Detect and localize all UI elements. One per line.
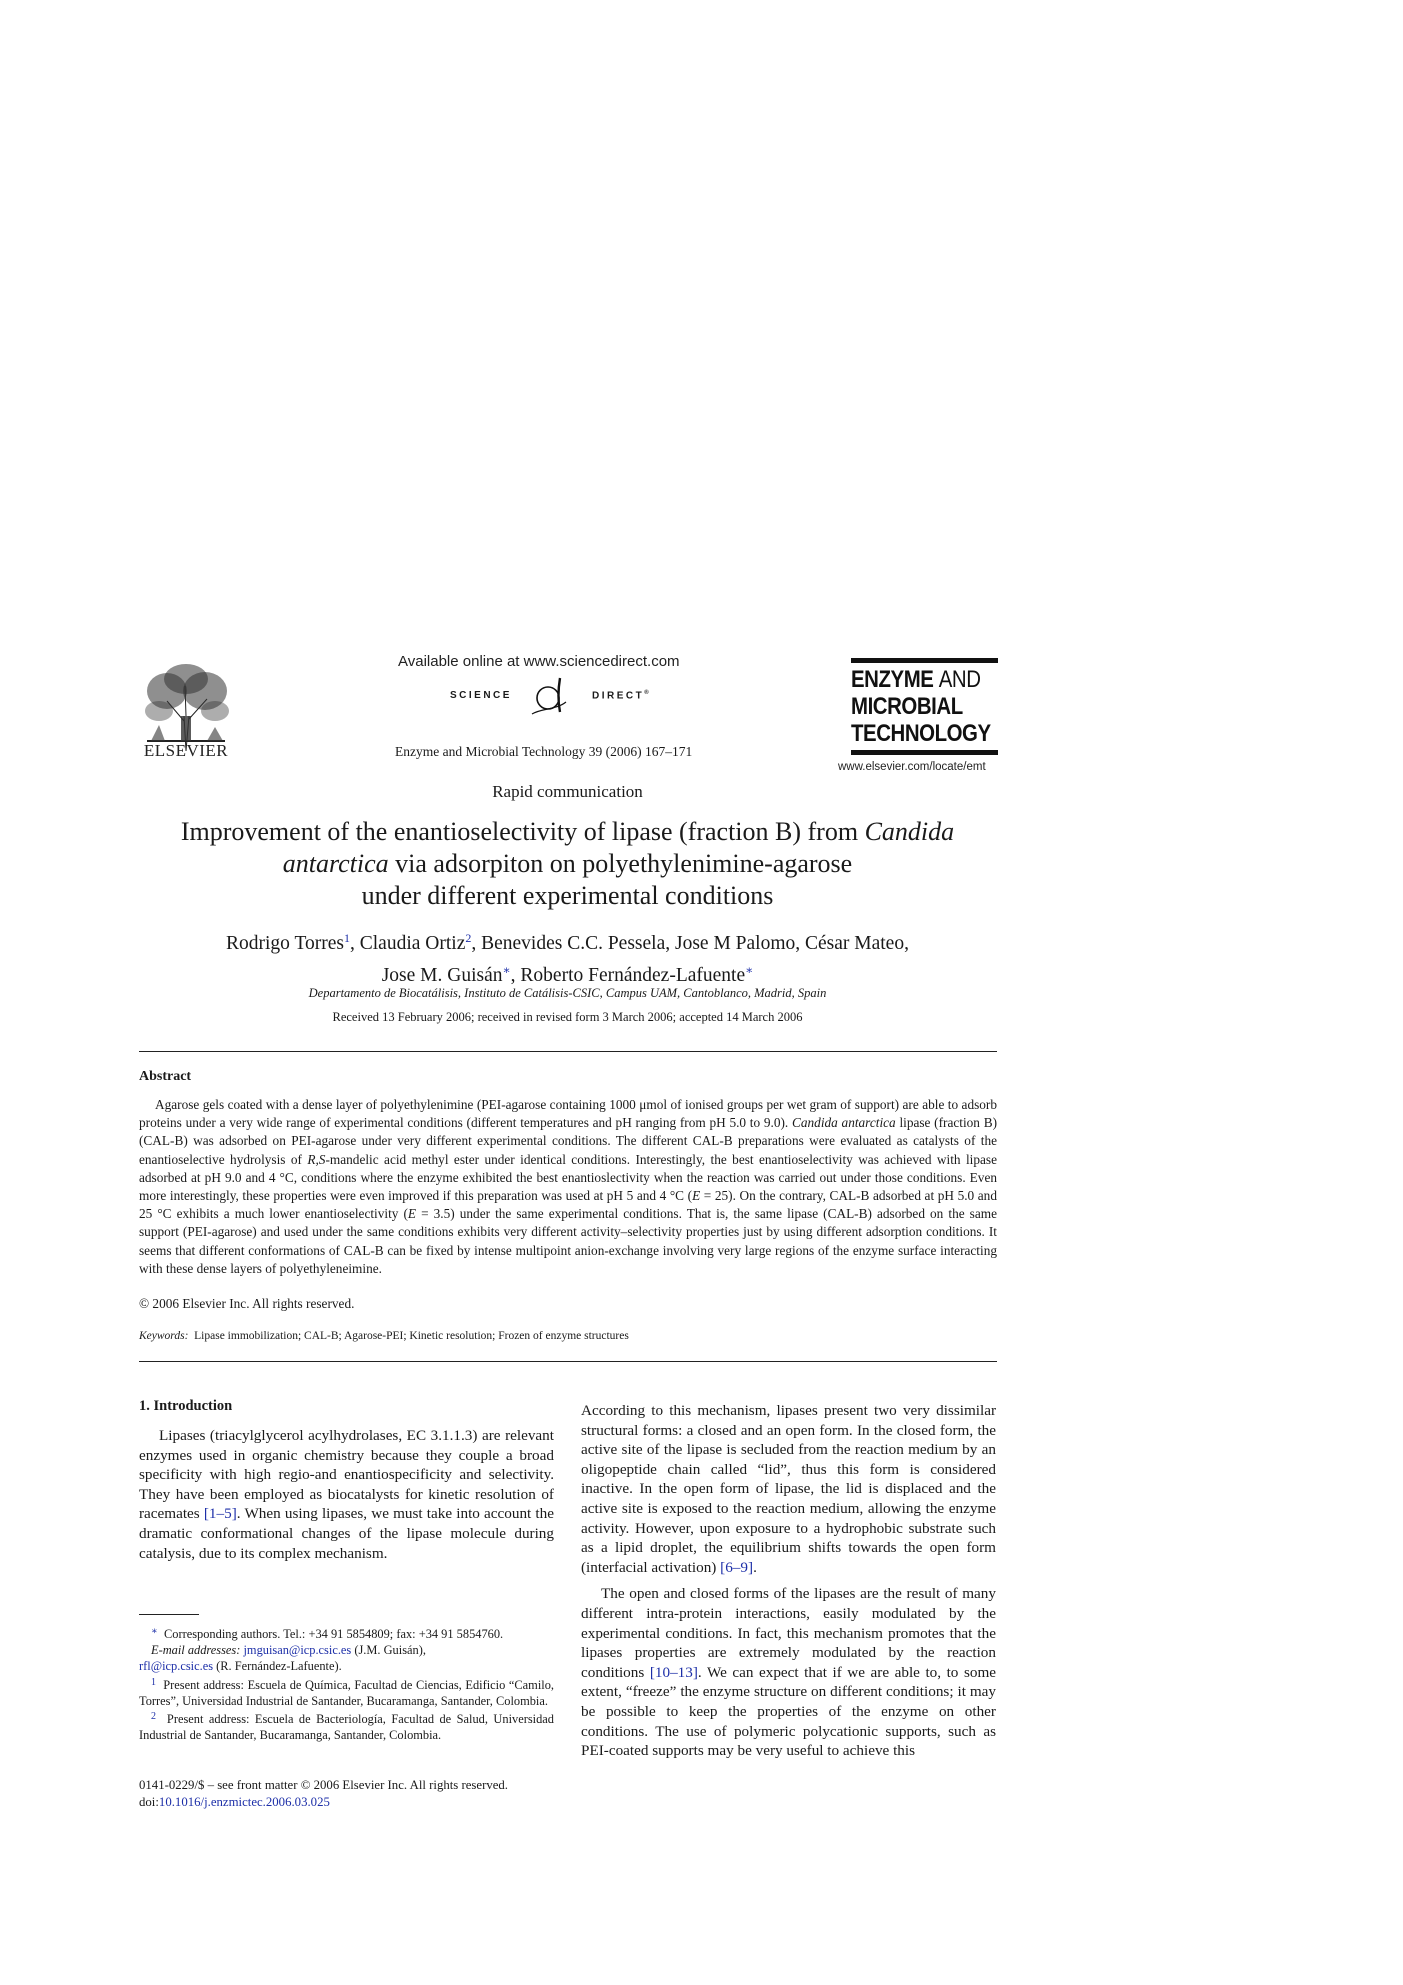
abstract-copyright: © 2006 Elsevier Inc. All rights reserved. (139, 1296, 355, 1311)
doi-line: doi:10.1016/j.enzmictec.2006.03.025 (139, 1795, 330, 1809)
keywords-label: Keywords: (139, 1330, 189, 1342)
available-online-text: Available online at www.sciencedirect.com (398, 653, 680, 670)
footnote-divider (139, 1614, 199, 1615)
corresponding-author-link[interactable]: ∗ (502, 963, 511, 977)
section-heading: 1. Introduction (139, 1398, 233, 1414)
reference-link[interactable]: [6–9] (720, 1558, 754, 1576)
email-link[interactable]: rfl@icp.csic.es (139, 1659, 214, 1674)
footnote: ∗ Corresponding authors. Tel.: +34 91 5854809; fax: +34 91 5854760. (151, 1626, 504, 1641)
right-column (581, 1401, 996, 1761)
received-dates: Received 13 February 2006; received in revised form 3 March 2006; accepted 14 March 2006 (332, 1010, 803, 1024)
reference-link[interactable]: [10–13] (649, 1663, 698, 1681)
author-name: Jose M. Guisán (381, 965, 503, 986)
footnote-link[interactable]: 1 (344, 931, 350, 945)
footnote: $^1$ Present address: Escuela de Química, Facultad de Ciencias, Edificio “Camilo, Torres”, Universidad Industrial de Santander, Bucaramanga, Santander, Colombia. (139, 1676, 554, 1708)
article-type: Rapid communication (492, 782, 643, 801)
journal-url: www.elsevier.com/locate/emt (838, 761, 986, 773)
keywords: Keywords: Lipase immobilization; CAL-B; Agarose-PEI; Kinetic resolution; Frozen of enzyme structures (139, 1330, 629, 1342)
reference-link[interactable]: [1–5] (203, 1505, 237, 1523)
footnote: rfl@icp.csic.es (R. Fernández-Lafuente). (139, 1659, 342, 1674)
left-column (139, 1426, 554, 1563)
divider (139, 1361, 997, 1362)
sciencedirect-right-word: DIRECT® (592, 690, 652, 702)
paragraph: According to this mechanism, lipases present two very dissimilar structural forms: a closed and an open form. In the closed form, the active site of the lipase is secluded from the reaction medium by an oligopeptide chain called “lid”, thus this form is considered inactive. In the open form of lipase, the lid is displaced and the active site is exposed to the reaction medium, allowing the enzyme activity. However, upon exposure to a hydrophobic substrate such as a lipid droplet, the equilibrium shifts towards the open form (interfacial activation) [6–9]. (581, 1402, 996, 1576)
abstract-heading: Abstract (139, 1069, 192, 1084)
footnote-link[interactable]: 2 (465, 931, 472, 945)
footnote: $^2$ Present address: Escuela de Bacteriología, Facultad de Salud, Universidad Industrial de Santander, Bucaramanga, Santander, Colombia. (139, 1711, 554, 1743)
affiliation: Departamento de Biocatálisis, Instituto de Catálisis-CSIC, Campus UAM, Cantoblanco, Madrid, Spain (308, 986, 827, 1000)
article-title: Improvement of the enantioselectivity of lipase (fraction B) from Candida antarctica via adsorpiton on polyethylenimine-agarose under different experimental conditions (180, 817, 955, 910)
footnote: E-mail addresses: jmguisan@icp.csic.es (J.M. Guisán), (151, 1643, 426, 1658)
divider (139, 1051, 997, 1052)
doi-link[interactable]: 10.1016/j.enzmictec.2006.03.025 (158, 1795, 330, 1809)
sciencedirect-d-icon (530, 676, 568, 716)
front-matter (139, 1777, 508, 1811)
author-name: Claudia Ortiz (359, 933, 466, 954)
paragraph: Lipases (triacylglycerol acylhydrolases, EC 3.1.1.3) are relevant enzymes used in organic chemistry because they couple a broad specificity with high regio-and enantiospecificity and selectivity. They have been employed as biocatalysts for kinetic resolution of racemates [1–5]. When using lipases, we must take into account the dramatic conformational changes of the lipase molecule during catalysis, due to its complex mechanism. (139, 1427, 554, 1562)
issn-line: 0141-0229/$ – see front matter © 2006 Elsevier Inc. All rights reserved. (139, 1778, 509, 1792)
sciencedirect-left-word: SCIENCE (450, 690, 512, 701)
footnotes (139, 1624, 554, 1743)
author-list: Rodrigo Torres$^1$, Claudia Ortiz$^2$, Benevides C.C. Pessela, Jose M Palomo, César Mateo, Jose M. Guisán∗, Roberto Fernández-Lafuente∗ (226, 931, 909, 986)
corresponding-author-link[interactable]: ∗ (745, 963, 754, 977)
paragraph: The open and closed forms of the lipases are the result of many different intra-protein interactions, easily modulated by the experimental conditions. In fact, this mechanism promotes that the lipases properties are extremely modulated by the reaction conditions [10–13]. We can expect that if we are able to, to some extent, “freeze” the enzyme structure on different conditions; it may be possible to keep the properties of the enzyme on other conditions. The use of polymeric polycationic supports, such as PEI-coated supports may be very useful to achieve this (581, 1585, 996, 1760)
abstract-text: Agarose gels coated with a dense layer of polyethylenimine (PEI-agarose containing 1000 μmol of ionised groups per wet gram of support) are able to adsorb proteins under a very wide range of experimental conditions (different temperatures and pH ranging from pH 5.0 to 9.0). Candida antarctica lipase (fraction B) (CAL-B) was adsorbed on PEI-agarose under very different experimental conditions. The different CAL-B preparations were evaluated as catalysts of the enantioselective hydrolysis of R,S-mandelic acid methyl ester under identical conditions. Interestingly, the best enantioselectivity was achieved with lipase adsorbed at pH 9.0 and 4 °C, conditions where the enzyme exhibited the best enantioslectivity when the reaction was carried out under those conditions. Even more interestingly, these properties were even improved if this preparation was used at pH 5 and 4 °C (E = 25). On the contrary, CAL-B adsorbed at pH 5.0 and 25 °C exhibits a much lower enantioselectivity (E = 3.5) under the same experimental conditions. That is, the same lipase (CAL-B) adsorbed on the same support (PEI-agarose) and used under the same conditions exhibits very different activity–selectivity properties just by using different adsorption conditions. It seems that different conformations of CAL-B can be fixed by intense multipoint anion-exchange involving very large regions of the enzyme surface interacting with these dense layers of polyethyleneimine. (139, 1097, 997, 1276)
journal-logo: ENZYME AND MICROBIAL TECHNOLOGY (851, 658, 998, 755)
author-name: Roberto Fernández-Lafuente (520, 965, 746, 986)
email-link[interactable]: jmguisan@icp.csic.es (243, 1643, 352, 1658)
journal-citation: Enzyme and Microbial Technology 39 (2006) 167–171 (395, 744, 693, 759)
author-names: Benevides C.C. Pessela, Jose M Palomo, César Mateo, (481, 933, 909, 954)
author-name: Rodrigo Torres (226, 933, 344, 954)
publisher-wordmark: ELSEVIER (143, 741, 229, 760)
